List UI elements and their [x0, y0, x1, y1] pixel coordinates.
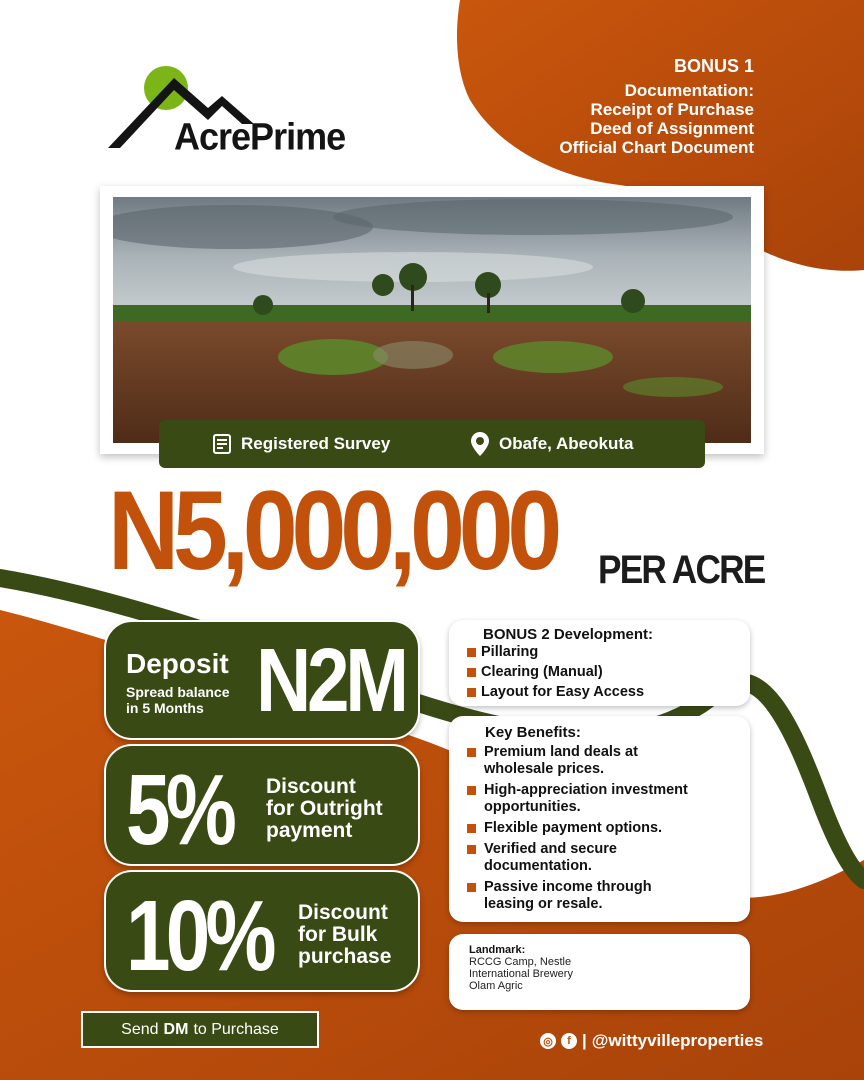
- land-photo: [113, 197, 751, 443]
- deposit-amount: N2M: [256, 631, 405, 731]
- list-item: Verified and secure documentation.: [467, 841, 688, 875]
- farmland-image: [113, 197, 751, 443]
- list-item: Passive income through leasing or resale.: [467, 879, 688, 913]
- brand-name: AcrePrime: [174, 114, 346, 158]
- bonus1-line: Documentation:: [624, 81, 754, 100]
- bulk-text: [298, 902, 391, 968]
- cta-bold: DM: [163, 1020, 189, 1038]
- bonus2-title: BONUS 2 Development:: [483, 626, 654, 643]
- bulk-percent: 10%: [126, 880, 272, 992]
- bullet-icon: [467, 688, 476, 697]
- list-item: Pillaring: [467, 644, 644, 661]
- bonus1-line: Receipt of Purchase: [590, 100, 754, 119]
- list-item: High-appreciation investment opportunities.: [467, 782, 688, 816]
- brand-logo: [104, 64, 344, 164]
- location-pin-icon: [471, 432, 489, 456]
- bonus1-block: [559, 56, 754, 157]
- bullet-icon: [467, 883, 476, 892]
- benefits-box: [449, 716, 750, 922]
- bonus1-line: Deed of Assignment: [590, 119, 754, 138]
- instagram-icon: ◎: [540, 1033, 556, 1049]
- bullet-icon: [467, 824, 476, 833]
- bulk-discount-card: [104, 870, 420, 992]
- bonus1-line: Official Chart Document: [559, 138, 754, 157]
- list-item: Layout for Easy Access: [467, 684, 644, 701]
- location-item: [471, 420, 633, 468]
- bullet-icon: [467, 648, 476, 657]
- document-icon: [213, 434, 231, 454]
- list-item: Premium land deals at wholesale prices.: [467, 744, 688, 778]
- outright-line: Discount: [266, 775, 356, 798]
- deposit-sub-line: Spread balance: [126, 684, 230, 700]
- facebook-icon: f: [561, 1033, 577, 1049]
- location-label: Obafe, Abeokuta: [499, 434, 634, 453]
- bonus1-title: BONUS 1: [673, 56, 754, 76]
- outright-discount-card: [104, 744, 420, 866]
- list-item: Flexible payment options.: [467, 820, 688, 837]
- landmark-title: Landmark:: [469, 944, 526, 956]
- outright-text: [266, 776, 383, 842]
- send-dm-button[interactable]: [81, 1011, 319, 1048]
- landmark-line: International Brewery: [469, 968, 573, 980]
- bullet-icon: [467, 748, 476, 757]
- survey-item: [213, 420, 390, 468]
- deposit-sub: [126, 684, 230, 716]
- landmark-line: RCCG Camp, Nestle: [469, 956, 572, 968]
- social-separator: |: [582, 1031, 587, 1050]
- landmark-lines: [469, 956, 573, 992]
- bonus2-box: [449, 620, 750, 706]
- bulk-line: for Bulk: [298, 923, 378, 946]
- cta-post: to Purchase: [193, 1020, 279, 1038]
- deposit-sub-line: in 5 Months: [126, 700, 204, 716]
- survey-label: Registered Survey: [241, 434, 391, 453]
- bullet-icon: [467, 845, 476, 854]
- bulk-line: purchase: [298, 945, 392, 968]
- bullet-icon: [467, 668, 476, 677]
- bonus2-list: [467, 644, 644, 704]
- landmark-line: Olam Agric: [469, 980, 523, 992]
- benefits-title: Key Benefits:: [485, 724, 581, 741]
- bulk-line: Discount: [298, 901, 388, 924]
- cta-pre: Send: [121, 1020, 159, 1038]
- price-amount: N5,000,000: [108, 468, 557, 593]
- social-handle-text: @wittyvilleproperties: [591, 1031, 764, 1050]
- outright-percent: 5%: [126, 754, 233, 866]
- deposit-label: Deposit: [126, 648, 229, 679]
- bullet-icon: [467, 786, 476, 795]
- landmark-box: [449, 934, 750, 1010]
- outright-line: payment: [266, 819, 353, 842]
- price-unit: PER ACRE: [598, 548, 765, 592]
- social-handle[interactable]: [540, 1031, 763, 1051]
- info-bar: [159, 420, 705, 468]
- benefits-list: [467, 744, 688, 917]
- outright-line: for Outright: [266, 797, 383, 820]
- list-item: Clearing (Manual): [467, 664, 644, 681]
- deposit-card: [104, 620, 420, 740]
